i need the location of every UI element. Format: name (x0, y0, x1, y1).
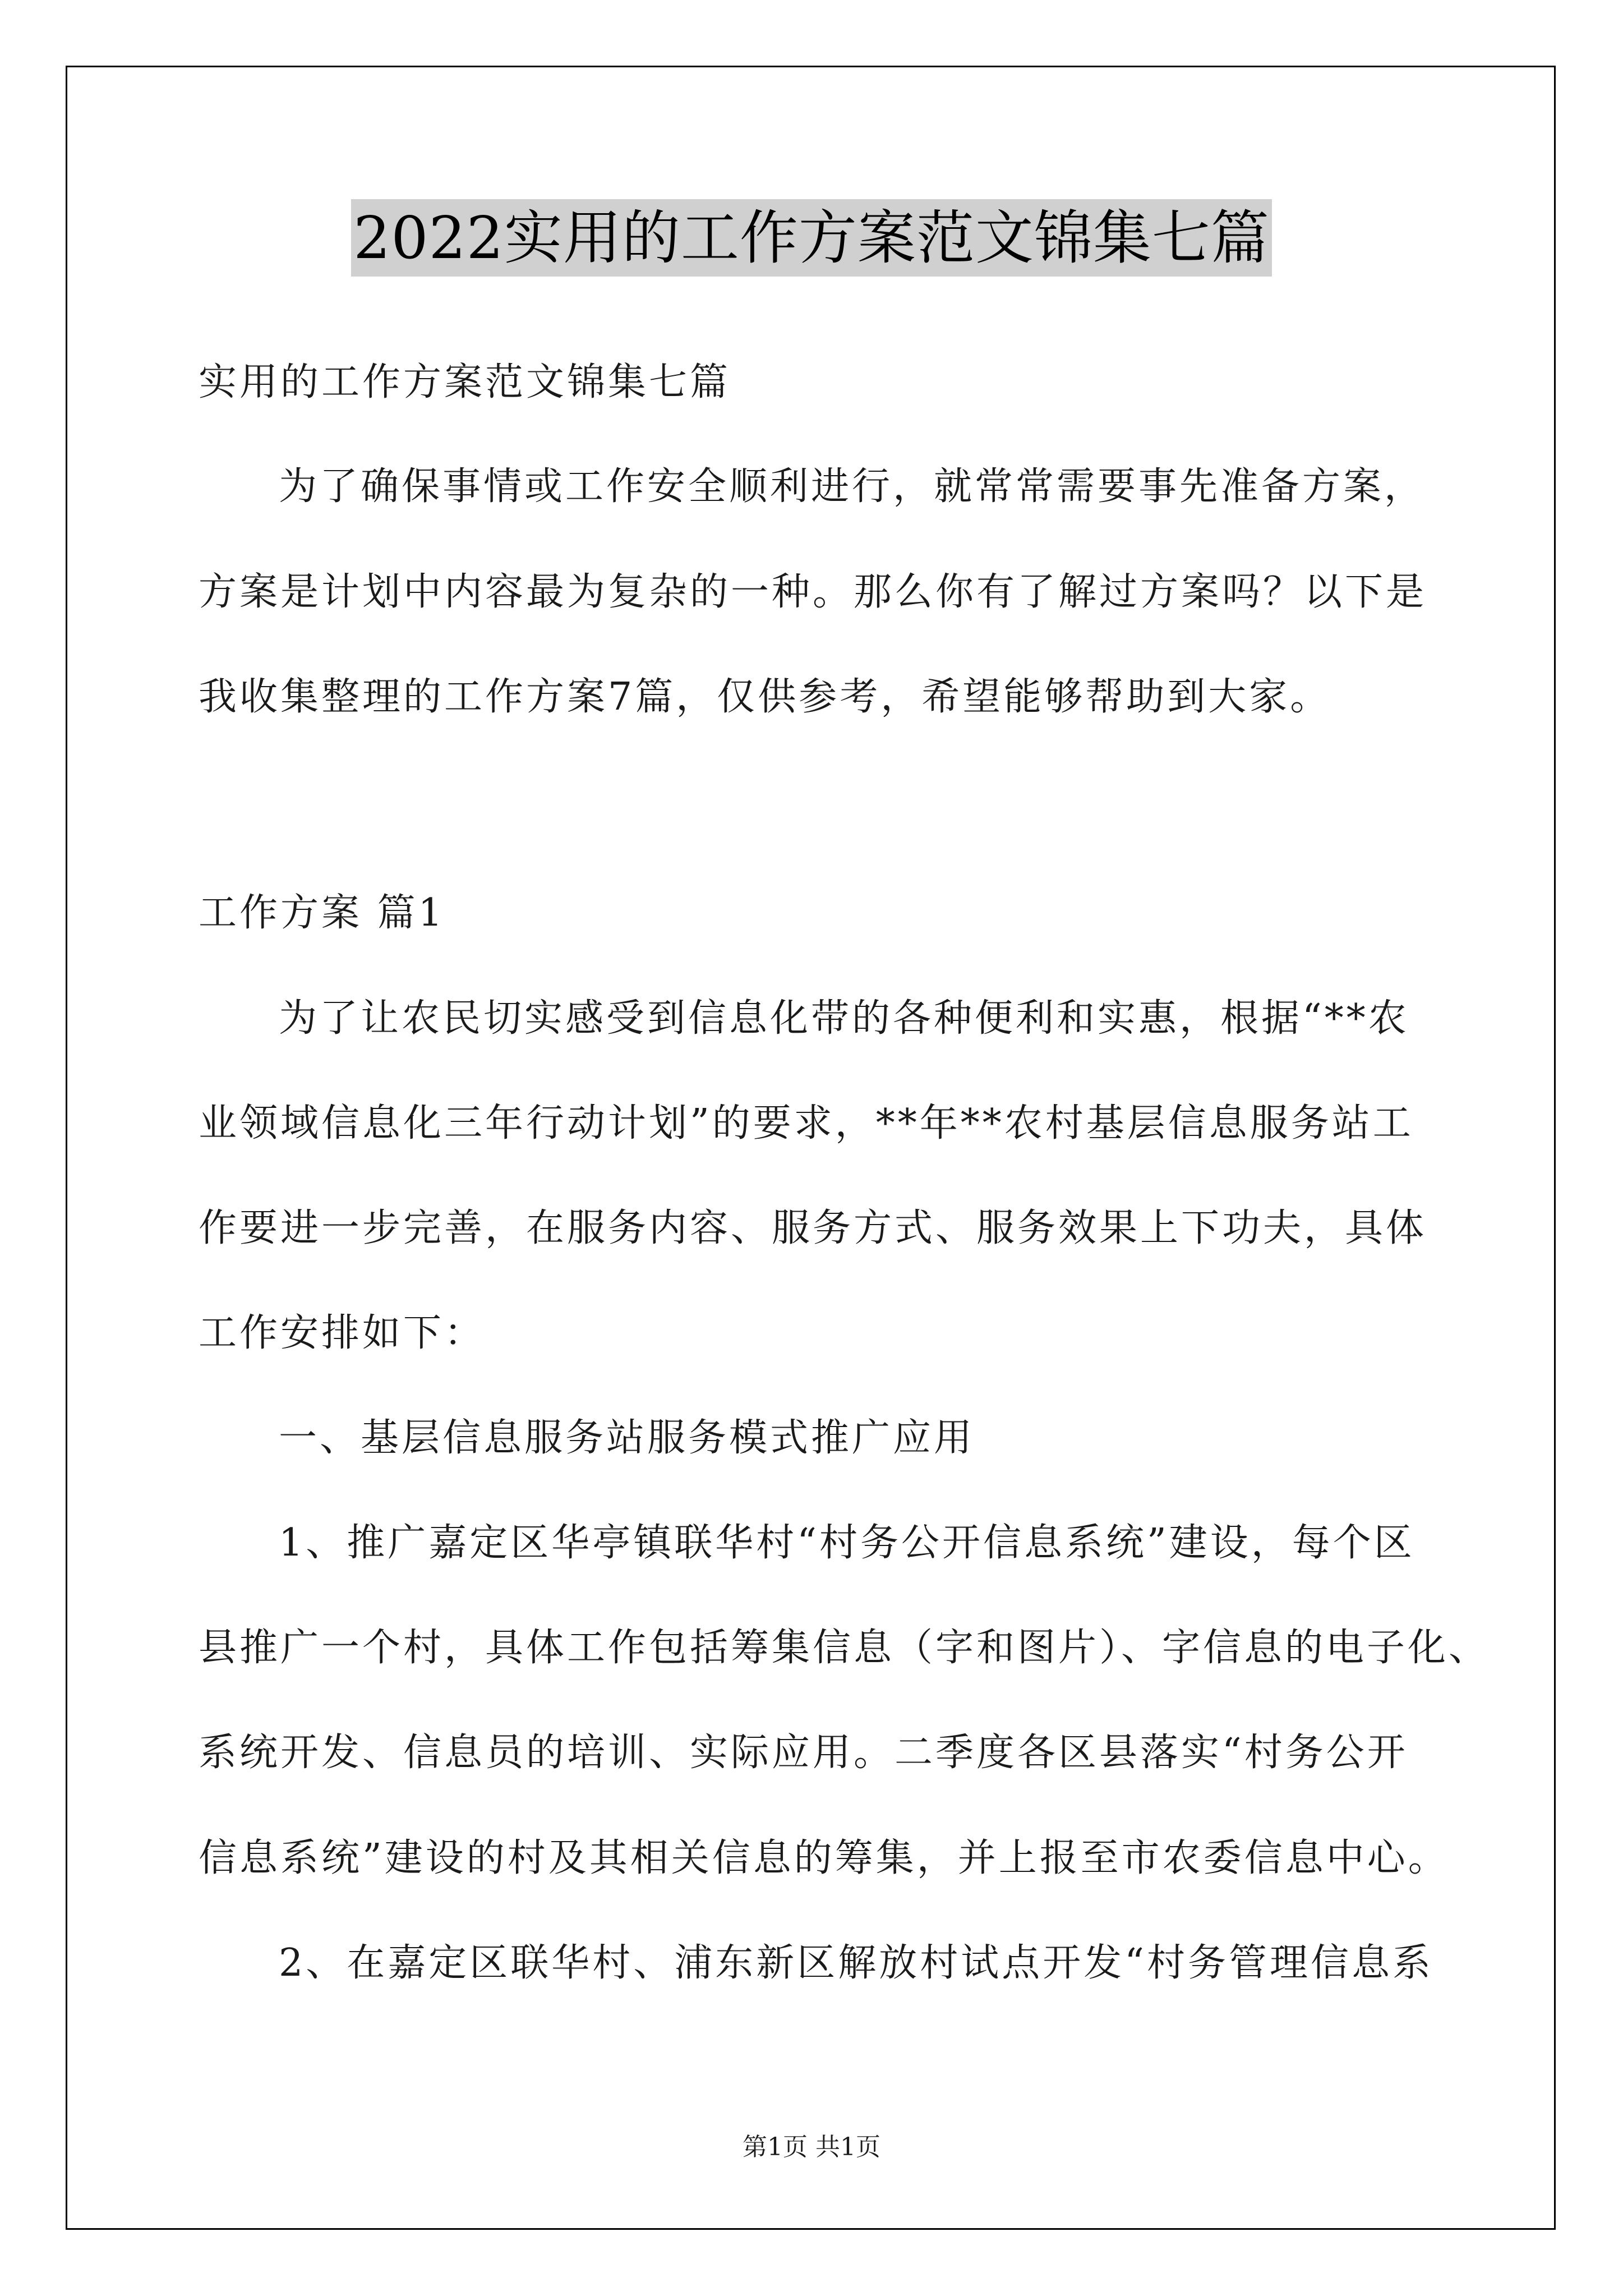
title-container (0, 199, 1623, 277)
body-line: 县推广一个村，具体工作包括筹集信息（字和图片）、字信息的电子化、 (199, 1626, 1490, 1670)
body-line: 一、基层信息服务站服务模式推广应用 (279, 1416, 975, 1460)
intro-line: 方案是计划中内容最为复杂的一种。那么你有了解过方案吗？以下是 (199, 570, 1427, 614)
body-line: 作要进一步完善，在服务内容、服务方式、服务效果上下功夫，具体 (199, 1206, 1427, 1250)
section-heading: 工作方案 篇1 (199, 891, 445, 935)
intro-line: 我收集整理的工作方案7篇，仅供参考，希望能够帮助到大家。 (199, 675, 1331, 719)
body-line: 2、在嘉定区联华村、浦东新区解放村试点开发“村务管理信息系 (279, 1941, 1434, 1985)
document-subtitle: 实用的工作方案范文锦集七篇 (199, 360, 731, 404)
body-line: 系统开发、信息员的培训、实际应用。二季度各区县落实“村务公开 (199, 1731, 1408, 1775)
document-title: 2022实用的工作方案范文锦集七篇 (351, 199, 1272, 277)
page-number-footer: 第1页 共1页 (743, 2133, 880, 2161)
body-line: 信息系统”建设的村及其相关信息的筹集，并上报至市农委信息中心。 (199, 1836, 1449, 1880)
body-line: 1、推广嘉定区华亭镇联华村“村务公开信息系统”建设，每个区 (279, 1521, 1415, 1565)
body-line: 工作安排如下： (199, 1311, 486, 1355)
body-line: 为了让农民切实感受到信息化带的各种便利和实惠，根据“**农 (279, 996, 1409, 1041)
body-line: 业领域信息化三年行动计划”的要求，**年**农村基层信息服务站工 (199, 1101, 1414, 1145)
intro-line: 为了确保事情或工作安全顺利进行，就常常需要事先准备方案， (279, 464, 1426, 509)
